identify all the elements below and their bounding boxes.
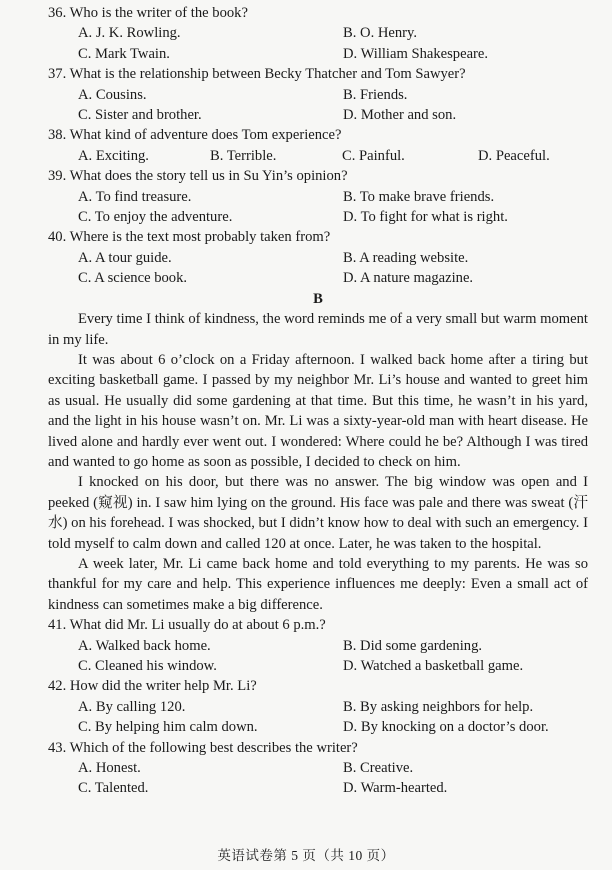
options bbox=[48, 248, 588, 289]
exam-page bbox=[48, 3, 588, 799]
question-stem: 40. Where is the text most probably taken from? bbox=[48, 229, 331, 246]
option-a: A. By calling 120. bbox=[78, 698, 186, 715]
options bbox=[48, 187, 588, 228]
question-stem: 37. What is the relationship between Becky Thatcher and Tom Sawyer? bbox=[48, 66, 466, 83]
options bbox=[48, 23, 588, 64]
section-heading: B bbox=[313, 290, 323, 307]
option-d: D. William Shakespeare. bbox=[343, 45, 489, 62]
option-b: B. Creative. bbox=[343, 760, 414, 777]
question-40 bbox=[48, 227, 588, 288]
option-a: A. To find treasure. bbox=[78, 188, 192, 205]
question-36 bbox=[48, 3, 588, 64]
options bbox=[48, 85, 588, 126]
option-b: B. Terrible. bbox=[210, 147, 277, 164]
option-c: C. Sister and brother. bbox=[78, 107, 202, 124]
option-a: A. A tour guide. bbox=[78, 249, 172, 266]
option-c: C. A science book. bbox=[78, 270, 188, 287]
question-39 bbox=[48, 166, 588, 227]
reading-passage bbox=[48, 309, 588, 615]
question-stem: 39. What does the story tell us in Su Yin’s opinion? bbox=[48, 168, 348, 185]
option-a: A. J. K. Rowling. bbox=[78, 25, 181, 42]
option-d: D. By knocking on a doctor’s door. bbox=[343, 719, 549, 736]
option-d: D. Warm-hearted. bbox=[343, 780, 448, 797]
option-b: B. To make brave friends. bbox=[343, 188, 495, 205]
question-stem: 43. Which of the following best describes the writer? bbox=[48, 739, 358, 756]
option-a: A. Cousins. bbox=[78, 86, 147, 103]
option-d: D. Watched a basketball game. bbox=[343, 658, 524, 674]
question-37 bbox=[48, 64, 588, 125]
options bbox=[48, 146, 588, 166]
option-d: D. Mother and son. bbox=[343, 107, 457, 124]
option-d: D. A nature magazine. bbox=[343, 270, 474, 287]
option-a: A. Exciting. bbox=[78, 147, 149, 164]
option-b: B. Friends. bbox=[343, 86, 408, 103]
question-stem: 38. What kind of adventure does Tom experience? bbox=[48, 127, 342, 144]
options bbox=[48, 697, 588, 738]
option-d: D. Peaceful. bbox=[478, 147, 550, 164]
passage-paragraph: It was about 6 o’clock on a Friday afternoon. I walked back home after a tiring but exciting basketball game. I passed by my neighbor Mr. Li’s house and wanted to greet him as usual. He usually did some gardening at that time. But this time, he wasn’t in his yard, and the light in his house wasn’t on. Mr. Li was a sixty-year-old man with heart disease. He lived alone and hardly ever went out. I wondered: Where could he be? Although I was tired and wanted to go home as soon as possible, I decided to check on him. bbox=[48, 351, 588, 470]
option-b: B. By asking neighbors for help. bbox=[343, 698, 534, 715]
option-b: B. A reading website. bbox=[343, 249, 469, 266]
option-c: C. To enjoy the adventure. bbox=[78, 209, 233, 226]
option-c: C. Mark Twain. bbox=[78, 45, 170, 62]
question-41 bbox=[48, 615, 588, 676]
option-c: C. Painful. bbox=[342, 147, 405, 164]
options bbox=[48, 758, 588, 799]
question-stem: 41. What did Mr. Li usually do at about 6 p.m.? bbox=[48, 617, 326, 634]
passage-paragraph: Every time I think of kindness, the word reminds me of a very small but warm moment in my life. bbox=[48, 311, 588, 348]
option-c: C. Talented. bbox=[78, 780, 149, 797]
question-43 bbox=[48, 738, 588, 799]
question-stem: 42. How did the writer help Mr. Li? bbox=[48, 678, 257, 695]
question-stem: 36. Who is the writer of the book? bbox=[48, 5, 248, 21]
option-b: B. Did some gardening. bbox=[343, 637, 483, 654]
question-42 bbox=[48, 676, 588, 737]
passage-paragraph: A week later, Mr. Li came back home and told everything to my parents. He was so thankful for my care and help. This experience influences me deeply: Even a small act of kindness can sometimes make a big difference. bbox=[48, 555, 588, 613]
option-b: B. O. Henry. bbox=[343, 25, 418, 42]
passage-paragraph: I knocked on his door, but there was no answer. The big window was open and I peeked (窥视) in. I saw him lying on the ground. His face was pale and there was sweat (汗水) on his forehead. I was shocked, but I didn’t know how to deal with such an emergency. I told myself to calm down and called 120 at once. Later, he was taken to the hospital. bbox=[48, 474, 588, 552]
options bbox=[48, 636, 588, 677]
option-c: C. By helping him calm down. bbox=[78, 719, 258, 736]
option-a: A. Honest. bbox=[78, 760, 141, 777]
page-footer: 英语试卷第 5 页（共 10 页） bbox=[217, 848, 395, 863]
question-38 bbox=[48, 125, 588, 166]
option-a: A. Walked back home. bbox=[78, 637, 211, 654]
option-c: C. Cleaned his window. bbox=[78, 658, 217, 674]
option-d: D. To fight for what is right. bbox=[343, 209, 508, 226]
